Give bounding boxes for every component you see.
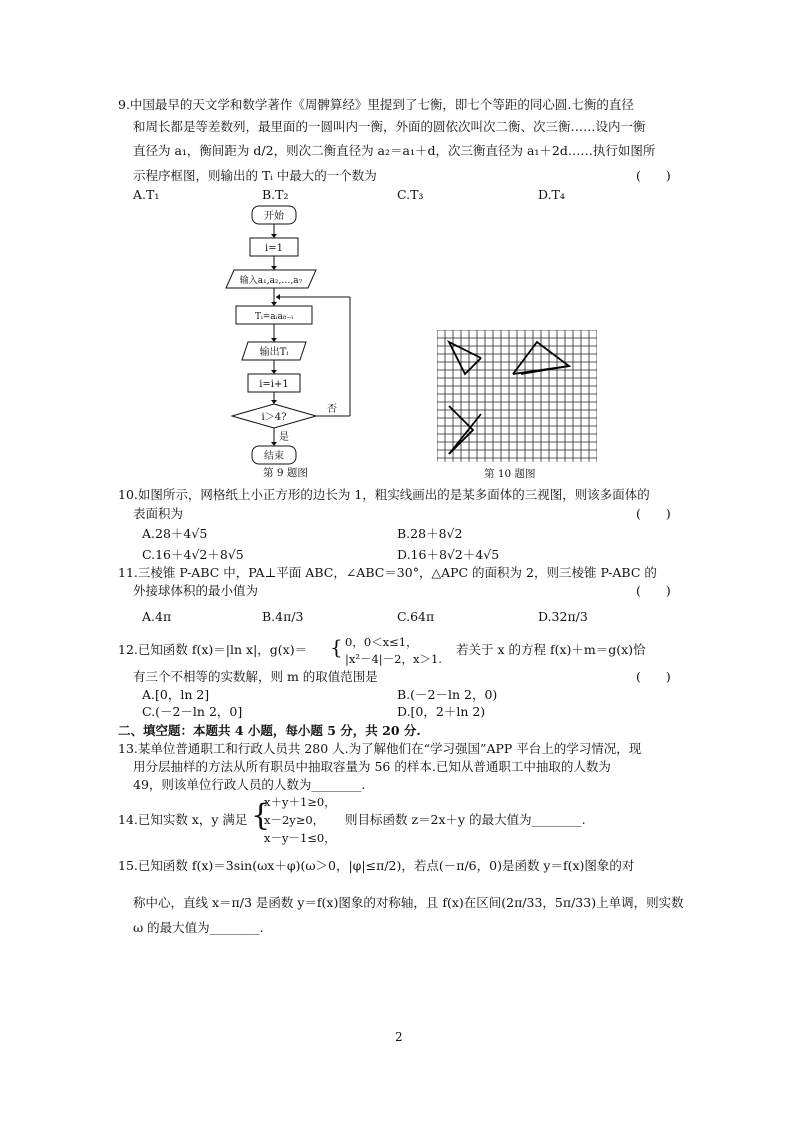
flow-condition-label: i＞4? bbox=[261, 412, 287, 423]
q14-constraint2: x－2y≥0， bbox=[264, 813, 325, 827]
q10-line2: 表面积为 bbox=[133, 506, 184, 521]
flow-increment-label: i=i+1 bbox=[259, 379, 289, 390]
q11-option-c: C.64π bbox=[397, 609, 435, 624]
q14-prefix: 14.已知实数 x，y 满足 bbox=[118, 812, 248, 827]
q10-option-d: D.16＋8√2＋4√5 bbox=[397, 547, 500, 562]
q11-bracket: ( ) bbox=[636, 583, 671, 598]
q12-bracket: ( ) bbox=[636, 669, 671, 684]
q9-bracket: ( ) bbox=[636, 168, 671, 183]
q12-option-d: D.[0，2＋ln 2) bbox=[397, 704, 486, 719]
q12-line1b: 若关于 x 的方程 f(x)＋m＝g(x)恰 bbox=[456, 642, 646, 657]
q9-option-c: C.T₃ bbox=[397, 187, 424, 202]
q11-option-a: A.4π bbox=[142, 609, 172, 624]
q11-option-d: D.32π/3 bbox=[538, 609, 588, 624]
q13-line2: 用分层抽样的方法从所有职员中抽取容量为 56 的样本.已知从普通职工中抽取的人数为 bbox=[133, 759, 611, 774]
flow-start-label: 开始 bbox=[264, 211, 284, 222]
q9-figure-caption: 第 9 题图 bbox=[263, 467, 308, 479]
q9-option-b: B.T₂ bbox=[262, 187, 289, 202]
q11-line1: 11.三棱锥 P-ABC 中，PA⊥平面 ABC，∠ABC＝30°，△APC 的面积为 2，则三棱锥 P-ABC 的 bbox=[118, 565, 657, 580]
flow-compute-label: Tᵢ=aᵢa₈₋ᵢ bbox=[254, 312, 294, 322]
flowchart-figure bbox=[220, 200, 390, 470]
q13-line3: 49，则该单位行政人员的人数为________. bbox=[133, 777, 366, 792]
q12-option-b: B.(－2－ln 2，0) bbox=[397, 687, 498, 702]
flow-end-label: 结束 bbox=[264, 451, 284, 462]
q11-line2: 外接球体积的最小值为 bbox=[133, 583, 259, 598]
q14-constraint1: x＋y＋1≥0， bbox=[264, 795, 336, 809]
q14-constraint3: x－y－1≤0， bbox=[264, 831, 336, 845]
q14-suffix: 则目标函数 z＝2x＋y 的最大值为________. bbox=[345, 812, 586, 827]
q9-option-d: D.T₄ bbox=[538, 187, 565, 202]
q14-brace: { bbox=[251, 798, 271, 833]
q12-piece1: 0，0＜x≤1， bbox=[345, 635, 418, 649]
q15-line3: ω 的最大值为________. bbox=[133, 920, 264, 935]
q12-line1a: 12.已知函数 f(x)＝|ln x|，g(x)＝ bbox=[118, 642, 308, 657]
q15-line2: 称中心，直线 x＝π/3 是函数 y＝f(x)图象的对称轴，且 f(x)在区间(2π/33，5π/33)上单调，则实数 bbox=[133, 895, 684, 910]
q10-bracket: ( ) bbox=[636, 506, 671, 521]
q9-line4: 示程序框图，则输出的 Tᵢ 中最大的一个数为 bbox=[133, 168, 377, 183]
q9-option-a: A.T₁ bbox=[133, 187, 160, 202]
flow-output-label: 输出Tᵢ bbox=[259, 347, 289, 358]
q10-option-a: A.28＋4√5 bbox=[142, 526, 208, 541]
q11-option-b: B.4π/3 bbox=[262, 609, 304, 624]
q9-line3: 直径为 a₁，衡间距为 d/2，则次二衡直径为 a₂＝a₁＋d，次三衡直径为 a₁＋2d……执行如图所 bbox=[133, 143, 656, 158]
flow-yes-label: 是 bbox=[279, 432, 289, 443]
page-number: 2 bbox=[395, 1030, 403, 1044]
flow-input-label: 输入a₁,a₂,…,a₇ bbox=[239, 276, 303, 286]
q15-line1: 15.已知函数 f(x)＝3sin(ωx＋φ)(ω＞0，|φ|≤π/2)，若点(－π/6，0)是函数 y＝f(x)图象的对 bbox=[118, 858, 635, 873]
q9-line2: 和周长都是等差数列，最里面的一圆叫内一衡，外面的圆依次叫次二衡、次三衡……设内一衡 bbox=[133, 119, 646, 134]
q10-option-c: C.16＋4√2＋8√5 bbox=[142, 547, 244, 562]
q12-option-a: A.[0，ln 2] bbox=[142, 687, 210, 702]
flow-no-label: 否 bbox=[327, 404, 337, 415]
q9-line1: 9.中国最早的天文学和数学著作《周髀算经》里提到了七衡，即七个等距的同心圆.七衡的直径 bbox=[118, 97, 634, 112]
flow-init-label: i=1 bbox=[265, 243, 283, 254]
q10-option-b: B.28＋8√2 bbox=[397, 526, 463, 541]
q13-line1: 13.某单位普通职工和行政人员共 280 人.为了解他们在“学习强国”APP 平台上的学习情况，现 bbox=[118, 741, 642, 756]
q10-line1: 10.如图所示，网格纸上小正方形的边长为 1，粗实线画出的是某多面体的三视图，则该多面体的 bbox=[118, 487, 650, 502]
three-view-grid-figure bbox=[437, 330, 597, 464]
q12-piece2: |x²－4|－2，x＞1. bbox=[345, 652, 442, 666]
q12-option-c: C.(－2－ln 2，0] bbox=[142, 704, 243, 719]
q12-line2: 有三个不相等的实数解，则 m 的取值范围是 bbox=[133, 669, 378, 684]
q12-brace: { bbox=[330, 635, 343, 659]
section-2-heading: 二、填空题：本题共 4 小题，每小题 5 分，共 20 分. bbox=[118, 723, 421, 738]
q10-figure-caption: 第 10 题图 bbox=[484, 468, 536, 480]
front-view-outline bbox=[449, 342, 481, 374]
